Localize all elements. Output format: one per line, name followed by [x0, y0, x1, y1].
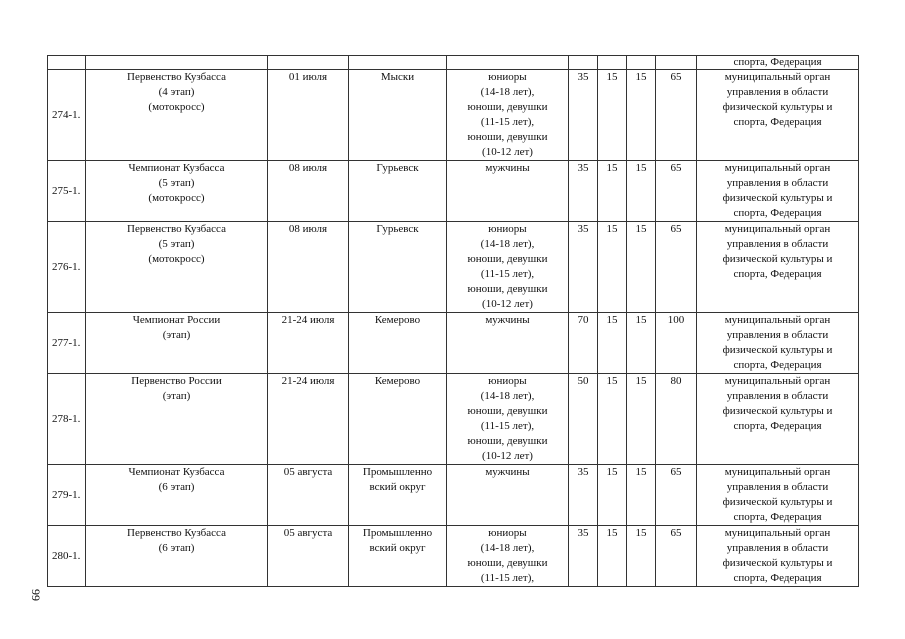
cell-participants: мужчины — [447, 313, 569, 374]
cell-n2: 15 — [598, 526, 627, 587]
cell-n1 — [569, 56, 598, 70]
cell-event: Первенство Кузбасса (4 этап) (мотокросс) — [86, 70, 268, 161]
cell-n2: 15 — [598, 313, 627, 374]
cell-date: 05 августа — [268, 526, 349, 587]
cell-event — [86, 56, 268, 70]
cell-organizer: муниципальный орган управления в области физической культуры и спорта, Федерация — [697, 161, 859, 222]
cell-participants: мужчины — [447, 465, 569, 526]
cell-organizer: муниципальный орган управления в области физической культуры и спорта, Федерация — [697, 465, 859, 526]
cell-n3 — [627, 56, 656, 70]
cell-organizer: муниципальный орган управления в области физической культуры и спорта, Федерация — [697, 374, 859, 465]
cell-n1: 70 — [569, 313, 598, 374]
events-table — [47, 55, 859, 587]
cell-participants — [447, 56, 569, 70]
cell-date: 05 августа — [268, 465, 349, 526]
cell-n3: 15 — [627, 222, 656, 313]
cell-id: 278-1. — [48, 374, 86, 465]
table-row — [48, 465, 859, 526]
cell-n2: 15 — [598, 465, 627, 526]
cell-event: Первенство Кузбасса (6 этап) — [86, 526, 268, 587]
table-row-continued — [48, 56, 859, 70]
cell-participants: юниоры (14-18 лет), юноши, девушки (11-15 лет), юноши, девушки (10-12 лет) — [447, 70, 569, 161]
cell-total: 100 — [656, 313, 697, 374]
cell-total: 80 — [656, 374, 697, 465]
cell-n1: 35 — [569, 70, 598, 161]
cell-total: 65 — [656, 161, 697, 222]
cell-place: Промышленно вский округ — [349, 526, 447, 587]
cell-n1: 35 — [569, 222, 598, 313]
cell-id: 275-1. — [48, 161, 86, 222]
cell-n3: 15 — [627, 465, 656, 526]
cell-n1: 35 — [569, 161, 598, 222]
cell-date: 21-24 июля — [268, 374, 349, 465]
cell-n1: 35 — [569, 465, 598, 526]
table-row — [48, 374, 859, 465]
cell-organizer: муниципальный орган управления в области физической культуры и спорта, Федерация — [697, 313, 859, 374]
cell-n2: 15 — [598, 161, 627, 222]
cell-id — [48, 56, 86, 70]
cell-total: 65 — [656, 222, 697, 313]
cell-total: 65 — [656, 70, 697, 161]
table-row — [48, 222, 859, 313]
cell-event: Чемпионат Кузбасса (6 этап) — [86, 465, 268, 526]
cell-place — [349, 56, 447, 70]
cell-n1: 35 — [569, 526, 598, 587]
table-row — [48, 526, 859, 587]
cell-date: 08 июля — [268, 222, 349, 313]
table-row — [48, 70, 859, 161]
cell-total: 65 — [656, 526, 697, 587]
cell-total — [656, 56, 697, 70]
cell-place: Кемерово — [349, 374, 447, 465]
cell-place: Кемерово — [349, 313, 447, 374]
cell-event: Чемпионат России (этап) — [86, 313, 268, 374]
cell-id: 277-1. — [48, 313, 86, 374]
cell-id: 279-1. — [48, 465, 86, 526]
cell-total: 65 — [656, 465, 697, 526]
cell-n3: 15 — [627, 313, 656, 374]
cell-n3: 15 — [627, 70, 656, 161]
cell-date: 21-24 июля — [268, 313, 349, 374]
table-body — [48, 56, 859, 587]
cell-event: Первенство России (этап) — [86, 374, 268, 465]
cell-n2: 15 — [598, 222, 627, 313]
cell-organizer: муниципальный орган управления в области физической культуры и спорта, Федерация — [697, 222, 859, 313]
cell-date: 08 июля — [268, 161, 349, 222]
cell-event: Первенство Кузбасса (5 этап) (мотокросс) — [86, 222, 268, 313]
table-row — [48, 161, 859, 222]
cell-organizer: спорта, Федерация — [697, 56, 859, 70]
cell-date: 01 июля — [268, 70, 349, 161]
cell-n2: 15 — [598, 70, 627, 161]
cell-event: Чемпионат Кузбасса (5 этап) (мотокросс) — [86, 161, 268, 222]
cell-organizer: муниципальный орган управления в области физической культуры и спорта, Федерация — [697, 70, 859, 161]
cell-n1: 50 — [569, 374, 598, 465]
cell-id: 280-1. — [48, 526, 86, 587]
cell-participants: юниоры (14-18 лет), юноши, девушки (11-15 лет), юноши, девушки (10-12 лет) — [447, 222, 569, 313]
cell-organizer: муниципальный орган управления в области физической культуры и спорта, Федерация — [697, 526, 859, 587]
cell-n2: 15 — [598, 374, 627, 465]
cell-place: Промышленно вский округ — [349, 465, 447, 526]
cell-date — [268, 56, 349, 70]
cell-id: 274-1. — [48, 70, 86, 161]
cell-place: Гурьевск — [349, 222, 447, 313]
cell-participants: юниоры (14-18 лет), юноши, девушки (11-15 лет), — [447, 526, 569, 587]
cell-participants: юниоры (14-18 лет), юноши, девушки (11-15 лет), юноши, девушки (10-12 лет) — [447, 374, 569, 465]
cell-n3: 15 — [627, 526, 656, 587]
table-row — [48, 313, 859, 374]
cell-place: Гурьевск — [349, 161, 447, 222]
cell-n2 — [598, 56, 627, 70]
cell-place: Мыски — [349, 70, 447, 161]
cell-n3: 15 — [627, 374, 656, 465]
page-number: 99 — [29, 589, 43, 601]
cell-id: 276-1. — [48, 222, 86, 313]
cell-n3: 15 — [627, 161, 656, 222]
cell-participants: мужчины — [447, 161, 569, 222]
